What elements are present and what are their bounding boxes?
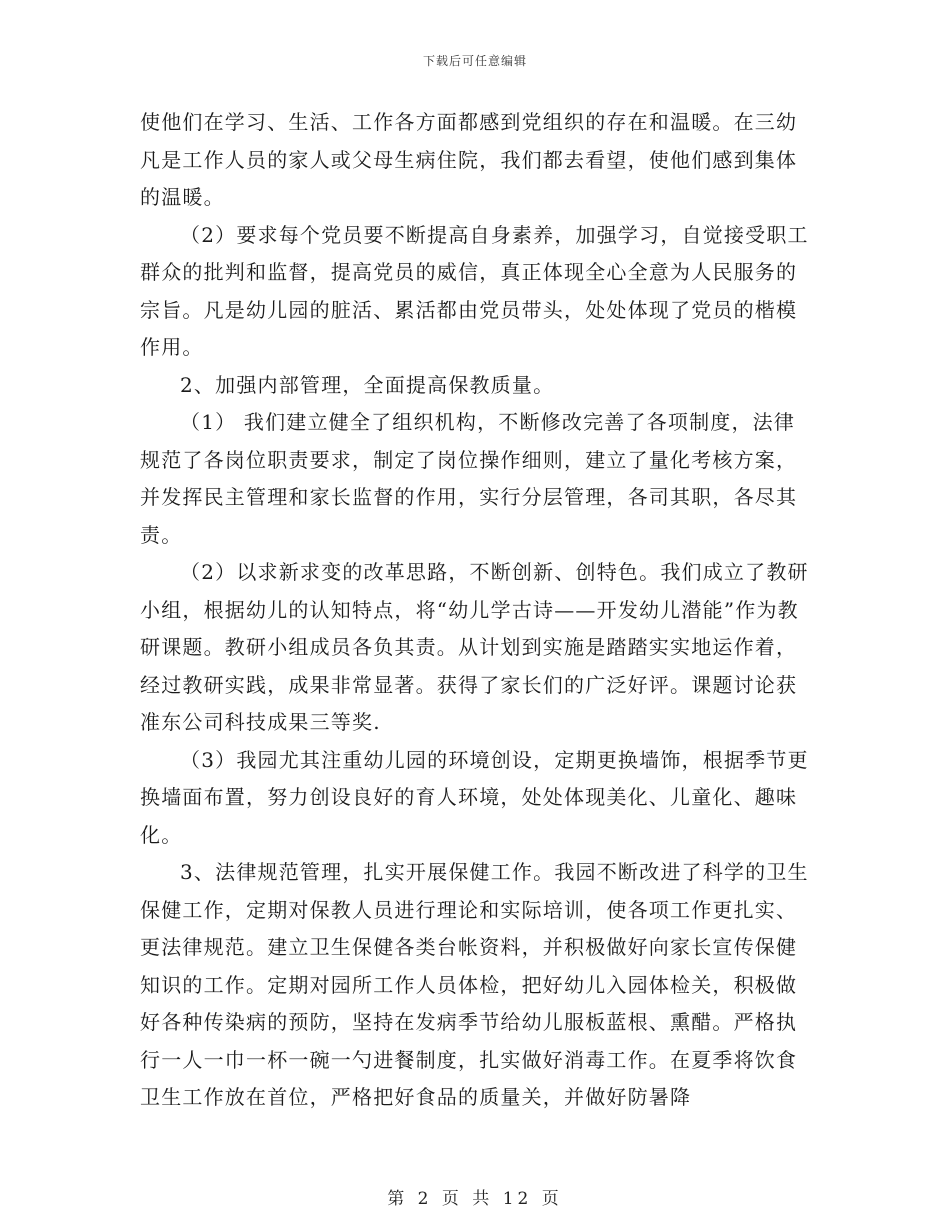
section-heading: 2、加强内部管理，全面提高保教质量。: [180, 372, 555, 397]
page-footer: 第 2 页 共 12 页: [387, 1189, 563, 1209]
paragraph: （2）以求新求变的改革思路，不断创新、创特色。我们成立了教研小组，根据幼儿的认知特点，将“幼儿学古诗——开发幼儿潜能”作为教研课题。教研小组成员各负其责。从计划到实施是踏踏实实地运作着，经过教研实践，成果非常显著。获得了家长们的广泛好评。课题讨论获准东公司科技成果三等奖.: [140, 560, 809, 734]
page-header: 下载后可任意编辑: [422, 54, 527, 68]
paragraph: 使他们在学习、生活、工作各方面都感到党组织的存在和温暖。在三幼凡是工作人员的家人或父母生病住院，我们都去看望，使他们感到集体的温暖。: [140, 110, 798, 209]
paragraph: （1） 我们建立健全了组织机构，不断修改完善了各项制度，法律规范了各岗位职责要求，制定了岗位操作细则，建立了量化考核方案，并发挥民主管理和家长监督的作用，实行分层管理，各司其职，各尽其责。: [140, 410, 798, 547]
paragraph: 3、法律规范管理，扎实开展保健工作。我园不断改进了科学的卫生保健工作，定期对保教人员进行理论和实际培训，使各项工作更扎实、更法律规范。建立卫生保健各类台帐资料，并积极做好向家长宣传保健知识的工作。定期对园所工作人员体检，把好幼儿入园体检关，积极做好各种传染病的预防，坚持在发病季节给幼儿服板蓝根、熏醋。严格执行一人一巾一杯一碗一勺进餐制度，扎实做好消毒工作。在夏季将饮食卫生工作放在首位，严格把好食品的质量关，并做好防暑降: [140, 860, 809, 1109]
document-body: [140, 104, 810, 1117]
paragraph: （3）我园尤其注重幼儿园的环境创设，定期更换墙饰，根据季节更换墙面布置，努力创设良好的育人环境，处处体现美化、儿童化、趣味化。: [140, 747, 809, 847]
paragraph: （2）要求每个党员要不断提高自身素养，加强学习，自觉接受职工群众的批判和监督，提高党员的威信，真正体现全心全意为人民服务的宗旨。凡是幼儿园的脏活、累活都由党员带头，处处体现了党员的楷模作用。: [140, 222, 809, 359]
